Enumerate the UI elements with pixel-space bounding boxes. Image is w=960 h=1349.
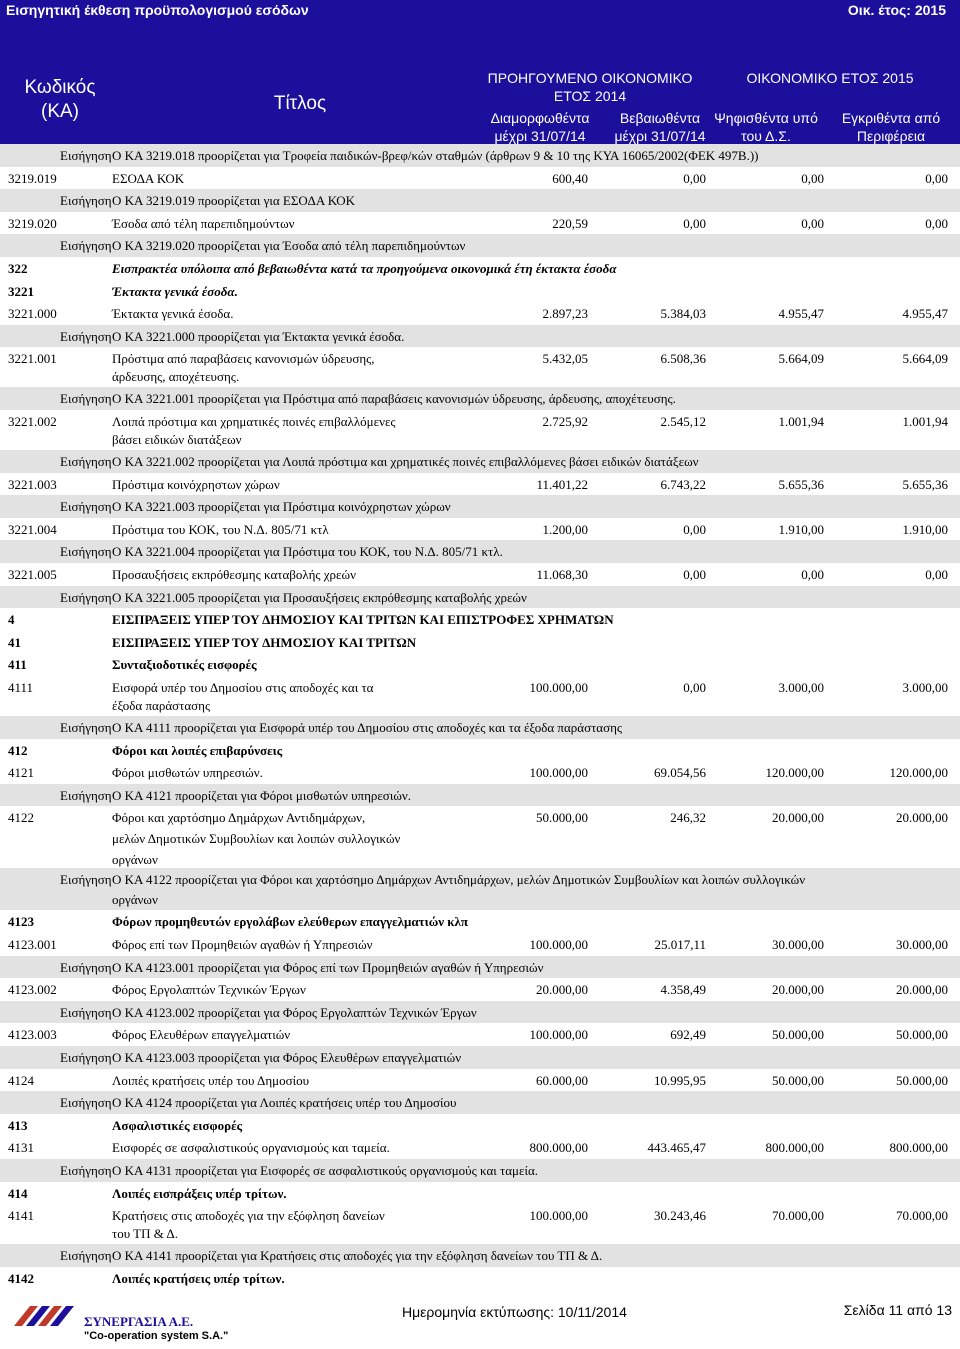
amount-cell: 1.910,00 (902, 521, 948, 537)
account-code: 4124 (8, 1072, 34, 1088)
amount-cell: 0,00 (801, 215, 824, 231)
reference-label: Εισήγηση (60, 1163, 112, 1178)
amount-cell: 246,32 (670, 810, 706, 826)
header-col4-b: Περιφέρεια (856, 128, 926, 144)
group-code: 322 (8, 261, 28, 276)
amount-cell: 5.655,36 (778, 476, 824, 492)
group-row (0, 257, 960, 280)
account-title-cont: άρδευσης, αποχέτευσης. (112, 369, 240, 385)
group-title: ΕΙΣΠΡΑΞΕΙΣ ΥΠΕΡ ΤΟΥ ΔΗΜΟΣΙΟΥ ΚΑΙ ΤΡΙΤΩΝ ΚΑΙ ΕΠΙΣΤΡΟΦΕΣ ΧΡΗΜΑΤΩΝ (112, 612, 614, 628)
amount-cell: 800.000,00 (765, 1140, 824, 1156)
account-code: 4123.003 (8, 1027, 57, 1043)
group-title: Εισπρακτέα υπόλοιπα από βεβαιωθέντα κατά τα προηγούμενα οικονομικά έτη έκτακτα έσοδα (112, 261, 617, 276)
group-row (0, 739, 960, 762)
amount-cell: 0,00 (925, 567, 948, 582)
account-code: 3221.002 (8, 414, 57, 429)
account-code: 3221.001 (8, 351, 57, 367)
amount-cell: 800.000,00 (529, 1140, 588, 1156)
amount-cell: 1.001,94 (778, 414, 824, 429)
amount-cell: 70.000,00 (896, 1208, 948, 1224)
account-title: Λοιπές κρατήσεις υπέρ του Δημοσίου (112, 1072, 310, 1088)
account-title: ΕΣΟΔΑ ΚΟΚ (112, 170, 185, 186)
reference-note-row (0, 1159, 960, 1182)
header-col4: Εγκριθέντα από (841, 110, 941, 126)
header-cur-year: ΟΙΚΟΝΟΜΙΚΟ ΕΤΟΣ 2015 (746, 70, 914, 86)
reference-label: Εισήγηση (60, 1004, 112, 1020)
group-code: 411 (8, 657, 27, 673)
group-row (0, 910, 960, 933)
account-code: 4123.002 (8, 982, 57, 998)
account-code: 3221.000 (8, 306, 57, 322)
account-code: 3219.019 (8, 170, 57, 186)
table-row (0, 978, 960, 1001)
reference-text: Ο ΚΑ 3221.000 προορίζεται για Έκτακτα γενικά έσοδα. (112, 328, 405, 344)
reference-note-row (0, 1091, 960, 1114)
account-code: 3219.020 (8, 215, 57, 231)
account-title: Έσοδα από τέλη παρεπιδημούντων (112, 215, 295, 231)
amount-cell: 1.200,00 (542, 521, 588, 537)
reference-note-row (0, 234, 960, 257)
group-row (0, 1182, 960, 1205)
account-title: Εισφορές σε ασφαλιστικούς οργανισμούς και ταμεία. (112, 1140, 390, 1156)
reference-note-row (0, 1046, 960, 1069)
header-col3: Ψηφισθέντα υπό (714, 110, 818, 126)
header-col1: Διαμορφωθέντα (490, 110, 590, 126)
reference-text: Ο ΚΑ 3221.001 προορίζεται για Πρόστιμα από παραβάσεις κανονισμών ύδρευσης, άρδευσης, αποχέτευσης. (112, 391, 676, 407)
table-row (0, 1069, 960, 1092)
amount-cell: 2.545,12 (660, 414, 706, 429)
table-row (0, 676, 960, 716)
header-prev-year: ΠΡΟΗΓΟΥΜΕΝΟ ΟΙΚΟΝΟΜΙΚΟ (487, 70, 693, 86)
amount-cell: 220,59 (552, 215, 588, 231)
reference-label: Εισήγηση (60, 872, 112, 888)
account-title: Εισφορά υπέρ του Δημοσίου στις αποδοχές και τα (112, 680, 374, 695)
group-title: Ασφαλιστικές εισφορές (112, 1117, 243, 1133)
account-title-cont: οργάνων (112, 852, 158, 868)
group-row (0, 1267, 960, 1290)
account-title: Λοιπά πρόστιμα και χρηματικές ποινές επιβαλλόμενες (112, 414, 396, 429)
amount-cell: 0,00 (683, 680, 706, 695)
amount-cell: 0,00 (801, 567, 824, 582)
amount-cell: 6.508,36 (660, 351, 706, 367)
amount-cell: 1.910,00 (778, 521, 824, 537)
reference-text: Ο ΚΑ 4124 προορίζεται για Λοιπές κρατήσεις υπέρ του Δημοσίου (112, 1095, 457, 1111)
amount-cell: 100.000,00 (529, 1208, 588, 1224)
table-header (0, 20, 960, 144)
amount-cell: 600,40 (552, 170, 588, 186)
amount-cell: 20.000,00 (536, 982, 588, 998)
group-code: 4142 (8, 1270, 34, 1286)
amount-cell: 100.000,00 (529, 765, 588, 781)
account-title: Πρόστιμα από παραβάσεις κανονισμών ύδρευσης, (112, 351, 375, 367)
amount-cell: 20.000,00 (772, 810, 824, 826)
account-title: Πρόστιμα του ΚΟΚ, του Ν.Δ. 805/71 κτλ (112, 521, 329, 537)
report-title-bar (0, 0, 960, 20)
reference-label: Εισήγηση (60, 238, 112, 254)
account-code: 4122 (8, 810, 34, 826)
amount-cell: 120.000,00 (889, 765, 948, 781)
amount-cell: 20.000,00 (896, 810, 948, 826)
amount-cell: 10.995,95 (654, 1072, 706, 1088)
group-title: Συνταξιοδοτικές εισφορές (112, 657, 257, 673)
reference-label: Εισήγηση (60, 787, 112, 803)
group-code: 4123 (8, 914, 34, 930)
amount-cell: 5.664,09 (902, 351, 948, 367)
amount-cell: 60.000,00 (536, 1072, 588, 1088)
table-row (0, 1023, 960, 1046)
amount-cell: 3.000,00 (902, 680, 948, 695)
amount-cell: 800.000,00 (889, 1140, 948, 1156)
account-code: 3221.004 (8, 521, 57, 537)
amount-cell: 30.243,46 (654, 1208, 706, 1224)
company-logo-icon (8, 1300, 78, 1334)
table-row (0, 761, 960, 784)
reference-label: Εισήγηση (60, 1050, 112, 1065)
amount-cell: 0,00 (683, 521, 706, 537)
account-code: 4123.001 (8, 937, 57, 952)
company-name-en: "Co-operation system S.A." (84, 1330, 229, 1342)
amount-cell: 0,00 (925, 170, 948, 186)
group-title: Λοιπές κρατήσεις υπέρ τρίτων. (112, 1270, 285, 1286)
reference-text: Ο ΚΑ 3219.019 προορίζεται για ΕΣΟΔΑ ΚΟΚ (112, 193, 356, 209)
amount-cell: 11.068,30 (536, 567, 588, 582)
table-row (0, 302, 960, 325)
reference-label: Εισήγηση (60, 454, 112, 469)
amount-cell: 20.000,00 (896, 982, 948, 998)
group-row (0, 653, 960, 676)
reference-note-row (0, 387, 960, 410)
reference-label: Εισήγηση (60, 544, 112, 560)
company-name: ΣΥΝΕΡΓΑΣΙΑ Α.Ε. (84, 1314, 194, 1329)
group-code: 4 (8, 612, 15, 628)
header-code: Κωδικός (24, 77, 96, 98)
amount-cell: 11.401,22 (536, 476, 588, 492)
group-row (0, 608, 960, 631)
header-col3-b: του Δ.Σ. (741, 128, 791, 144)
reference-text: Ο ΚΑ 4123.001 προορίζεται για Φόρος επί των Προμηθειών αγαθών ή Υπηρεσιών (112, 959, 544, 975)
group-title: Έκτακτα γενικά έσοδα. (112, 283, 238, 299)
reference-label: Εισήγηση (60, 193, 112, 209)
amount-cell: 1.001,94 (902, 414, 948, 429)
amount-cell: 0,00 (683, 215, 706, 231)
amount-cell: 5.432,05 (542, 351, 588, 367)
print-date: Ημερομηνία εκτύπωσης: 10/11/2014 (402, 1304, 627, 1320)
amount-cell: 70.000,00 (772, 1208, 824, 1224)
amount-cell: 100.000,00 (529, 1027, 588, 1043)
account-title: Κρατήσεις στις αποδοχές για την εξόφληση δανείων (112, 1208, 385, 1224)
reference-label: Εισήγηση (60, 1248, 112, 1264)
reference-text: Ο ΚΑ 3221.004 προορίζεται για Πρόστιμα του ΚΟΚ, του Ν.Δ. 805/71 κτλ. (112, 544, 503, 560)
reference-text: Ο ΚΑ 3221.002 προορίζεται για Λοιπά πρόστιμα και χρηματικές ποινές επιβαλλόμενες βάσει ειδικών διατάξεων (112, 454, 699, 469)
account-title: Προσαυξήσεις εκπρόθεσμης καταβολής χρεών (112, 567, 356, 582)
reference-note-row (0, 956, 960, 979)
page-footer (0, 1292, 960, 1349)
reference-label: Εισήγηση (60, 499, 112, 515)
amount-cell: 0,00 (801, 170, 824, 186)
group-code: 41 (8, 634, 21, 650)
amount-cell: 2.897,23 (542, 306, 588, 322)
reference-text: Ο ΚΑ 3219.020 προορίζεται για Έσοδα από τέλη παρεπιδημούντων (112, 238, 466, 254)
reference-text: Ο ΚΑ 4141 προορίζεται για Κρατήσεις στις αποδοχές για την εξόφληση δανείων του ΤΠ & Δ. (112, 1248, 603, 1264)
amount-cell: 120.000,00 (765, 765, 824, 781)
header-prev-year-2: ΕΤΟΣ 2014 (553, 88, 627, 104)
reference-text: Ο ΚΑ 3219.018 προορίζεται για Τροφεία παιδικών-βρεφ/κών σταθμών (άρθρων 9 & 10 της ΚΥΑ 16065/2002(ΦΕΚ 497Β.)) (112, 148, 759, 163)
group-title: Λοιπές εισπράξεις υπέρ τρίτων. (112, 1185, 287, 1201)
account-title: Φόρος Ελευθέρων επαγγελματιών (112, 1027, 291, 1043)
reference-label: Εισήγηση (60, 391, 112, 407)
group-row (0, 631, 960, 654)
account-title-cont: του ΤΠ & Δ. (112, 1226, 179, 1242)
header-code-abbr: (ΚΑ) (41, 101, 79, 122)
reference-note-row (0, 784, 960, 807)
amount-cell: 50.000,00 (536, 810, 588, 826)
reference-note-row (0, 716, 960, 739)
reference-note-row (0, 450, 960, 473)
reference-text: Ο ΚΑ 4111 προορίζεται για Εισφορά υπέρ του Δημοσίου στις αποδοχές και τα έξοδα παράστασης (112, 720, 623, 735)
account-code: 3221.003 (8, 476, 57, 492)
account-code: 4131 (8, 1140, 34, 1156)
reference-text: Ο ΚΑ 3221.003 προορίζεται για Πρόστιμα κοινόχρηστων χώρων (112, 499, 451, 515)
amount-cell: 20.000,00 (772, 982, 824, 998)
amount-cell: 25.017,11 (654, 937, 706, 952)
account-code: 3221.005 (8, 567, 57, 582)
fiscal-year: Οικ. έτος: 2015 (847, 2, 946, 18)
table-row (0, 212, 960, 235)
account-title-cont: βάσει ειδικών διατάξεων (112, 432, 242, 447)
reference-note-row (0, 189, 960, 212)
amount-cell: 4.358,49 (660, 982, 706, 998)
amount-cell: 5.384,03 (660, 306, 706, 322)
header-col1-b: μέχρι 31/07/14 (494, 128, 586, 144)
amount-cell: 443.465,47 (647, 1140, 706, 1156)
account-title: Φόρος Εργολαπτών Τεχνικών Έργων (112, 982, 306, 998)
group-code: 412 (8, 742, 28, 758)
reference-note-row (0, 144, 960, 167)
table-row (0, 410, 960, 450)
group-row (0, 1114, 960, 1137)
account-title: Πρόστιμα κοινόχρηστων χώρων (112, 476, 280, 492)
reference-label: Εισήγηση (60, 959, 112, 975)
amount-cell: 0,00 (683, 567, 706, 582)
amount-cell: 4.955,47 (778, 306, 824, 322)
amount-cell: 69.054,56 (654, 765, 706, 781)
table-row (0, 933, 960, 956)
reference-note-row (0, 325, 960, 348)
reference-note-row (0, 540, 960, 563)
reference-text: Ο ΚΑ 3221.005 προορίζεται για Προσαυξήσεις εκπρόθεσμης καταβολής χρεών (112, 589, 527, 605)
amount-cell: 0,00 (925, 215, 948, 231)
group-code: 414 (8, 1185, 28, 1201)
group-title: Φόροι και λοιπές επιβαρύνσεις (112, 742, 283, 758)
reference-text: Ο ΚΑ 4131 προορίζεται για Εισφορές σε ασφαλιστικούς οργανισμούς και ταμεία. (112, 1163, 539, 1178)
reference-note-row (0, 1001, 960, 1024)
group-row (0, 280, 960, 303)
amount-cell: 100.000,00 (529, 680, 588, 695)
amount-cell: 6.743,22 (660, 476, 706, 492)
account-code: 4141 (8, 1208, 34, 1224)
table-row (0, 1204, 960, 1244)
account-title-cont: έξοδα παράστασης (112, 698, 211, 713)
reference-label: Εισήγηση (60, 148, 112, 163)
amount-cell: 0,00 (683, 170, 706, 186)
account-title: Φόροι μισθωτών υπηρεσιών. (112, 765, 263, 781)
amount-cell: 50.000,00 (896, 1027, 948, 1043)
table-row (0, 1136, 960, 1159)
table-row (0, 518, 960, 541)
amount-cell: 3.000,00 (778, 680, 824, 695)
account-title: Φόροι και χαρτόσημο Δημάρχων Αντιδημάρχων, (112, 810, 366, 826)
group-code: 3221 (8, 283, 34, 299)
amount-cell: 50.000,00 (772, 1072, 824, 1088)
reference-text: Ο ΚΑ 4123.003 προορίζεται για Φόρος Ελευθέρων επαγγελματιών (112, 1050, 462, 1065)
reference-text: Ο ΚΑ 4123.002 προορίζεται για Φόρος Εργολαπτών Τεχνικών Έργων (112, 1004, 477, 1020)
table-row (0, 167, 960, 190)
account-title: Φόρος επί των Προμηθειών αγαθών ή Υπηρεσιών (112, 937, 373, 952)
amount-cell: 100.000,00 (529, 937, 588, 952)
amount-cell: 50.000,00 (772, 1027, 824, 1043)
amount-cell: 5.664,09 (778, 351, 824, 367)
amount-cell: 2.725,92 (542, 414, 588, 429)
group-title: ΕΙΣΠΡΑΞΕΙΣ ΥΠΕΡ ΤΟΥ ΔΗΜΟΣΙΟΥ ΚΑΙ ΤΡΙΤΩΝ (112, 634, 417, 650)
reference-note-row (0, 586, 960, 609)
table-row (0, 347, 960, 387)
account-code: 4121 (8, 765, 34, 781)
page-number: Σελίδα 11 από 13 (843, 1302, 952, 1318)
header-title: Τίτλος (273, 93, 327, 114)
header-col2-b: μέχρι 31/07/14 (614, 128, 706, 144)
amount-cell: 4.955,47 (902, 306, 948, 322)
amount-cell: 30.000,00 (772, 937, 824, 952)
table-row (0, 806, 960, 868)
header-col2: Βεβαιωθέντα (619, 110, 701, 126)
reference-label: Εισήγηση (60, 589, 112, 605)
reference-text: Ο ΚΑ 4122 προορίζεται για Φόροι και χαρτόσημο Δημάρχων Αντιδημάρχων, μελών Δημοτικών Συμβουλίων και λοιπών συλλογικών (112, 872, 806, 888)
amount-cell: 692,49 (670, 1027, 706, 1043)
group-code: 413 (8, 1117, 28, 1133)
amount-cell: 5.655,36 (902, 476, 948, 492)
account-code: 4111 (8, 680, 34, 695)
report-title: Εισηγητική έκθεση προϋπολογισμού εσόδων (6, 2, 309, 18)
account-title-cont: μελών Δημοτικών Συμβουλίων και λοιπών συλλογικών (112, 831, 401, 847)
account-title: Έκτακτα γενικά έσοδα. (112, 306, 234, 322)
reference-text: Ο ΚΑ 4121 προορίζεται για Φόροι μισθωτών υπηρεσιών. (112, 787, 411, 803)
reference-text-cont: οργάνων (112, 892, 158, 908)
reference-label: Εισήγηση (60, 328, 112, 344)
reference-note-row (0, 495, 960, 518)
reference-label: Εισήγηση (60, 1095, 112, 1111)
reference-label: Εισήγηση (60, 720, 112, 735)
group-title: Φόρων προμηθευτών εργολάβων ελεύθερων επαγγελματιών κλπ (112, 914, 468, 930)
amount-cell: 30.000,00 (896, 937, 948, 952)
amount-cell: 50.000,00 (896, 1072, 948, 1088)
table-row (0, 473, 960, 496)
reference-note-row (0, 1244, 960, 1267)
table-row (0, 563, 960, 586)
reference-note-row (0, 868, 960, 910)
